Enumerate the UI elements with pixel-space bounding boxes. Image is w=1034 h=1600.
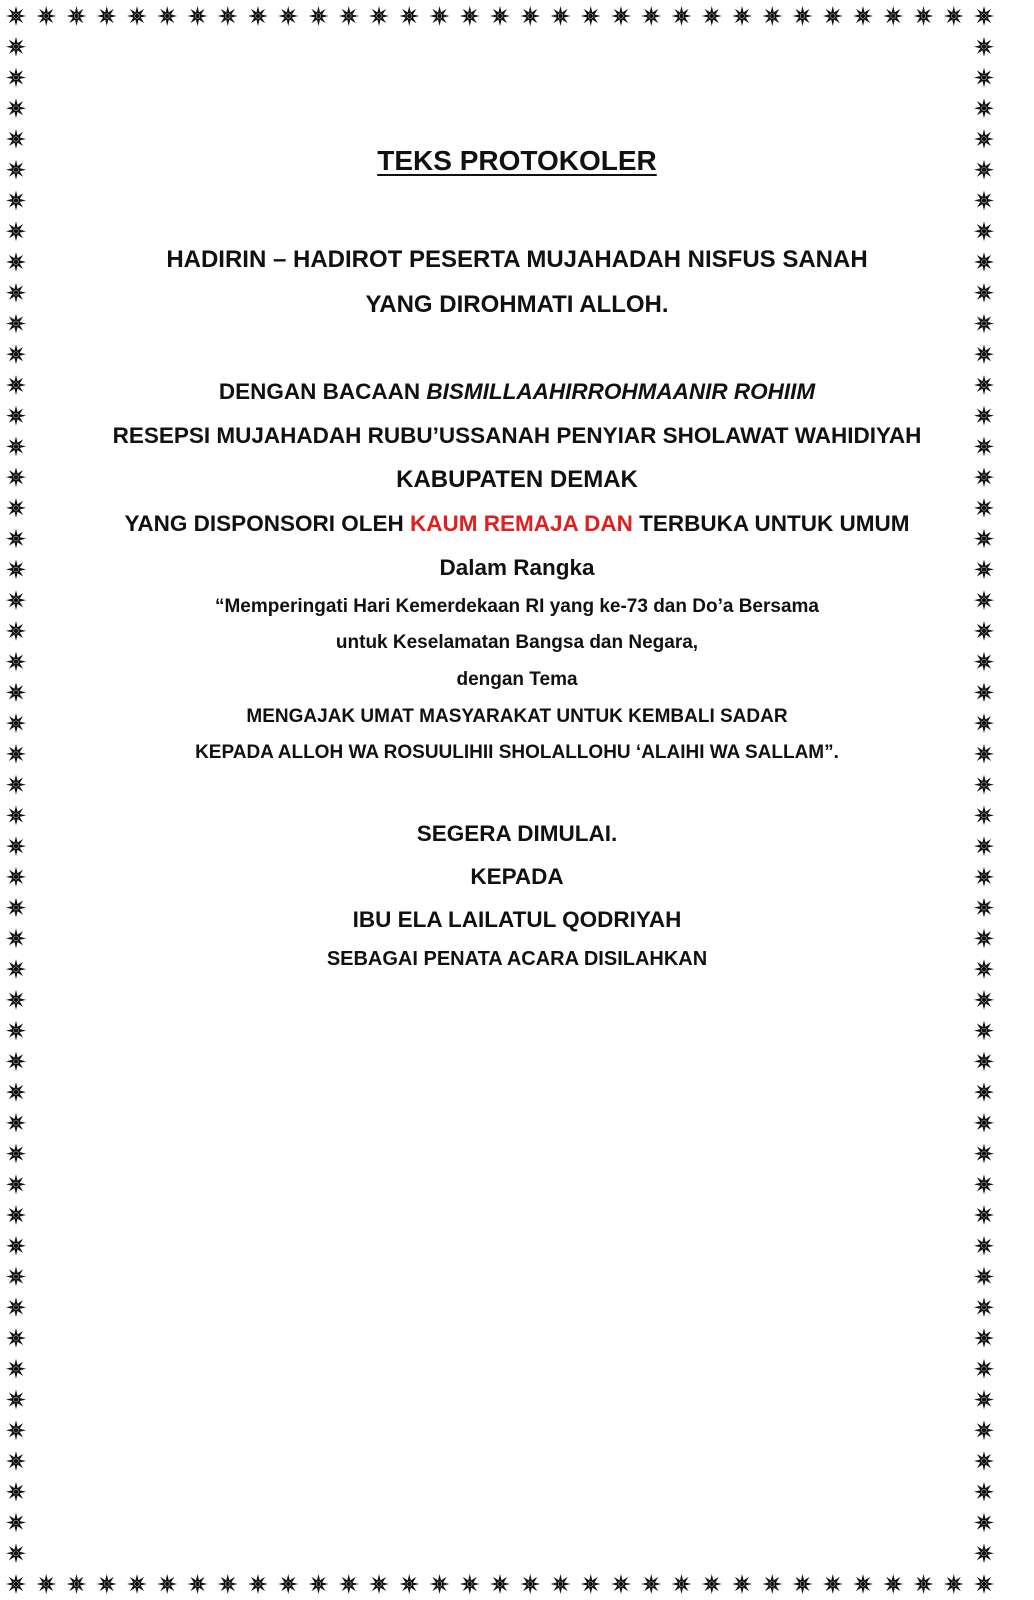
basmalah-text: BISMILLAAHIRROHMAANIR ROHIIM <box>426 379 816 404</box>
closing-line-3: IBU ELA LAILATUL QODRIYAH <box>352 907 682 932</box>
opening-line-2: RESEPSI MUJAHADAH RUBU’USSANAH PENYIAR SHOLAWAT WAHIDIYAH <box>112 423 922 448</box>
sponsor-prefix: YANG DISPONSORI OLEH <box>124 511 410 536</box>
opening-line-1 <box>0 379 1034 405</box>
theme-line-1: “Memperingati Hari Kemerdekaan RI yang ke-73 dan Do’a Bersama <box>214 596 819 617</box>
opening-line-3: KABUPATEN DEMAK <box>396 466 638 493</box>
greeting-line-2: YANG DIROHMATI ALLOH. <box>365 291 669 318</box>
theme-line-4: MENGAJAK UMAT MASYARAKAT UNTUK KEMBALI SADAR <box>246 706 788 727</box>
closing-line-4: SEBAGAI PENATA ACARA DISILAHKAN <box>326 948 708 970</box>
opening-prefix: DENGAN BACAAN <box>218 379 427 404</box>
page-title: TEKS PROTOKOLER <box>377 145 657 176</box>
in-context-line: Dalam Rangka <box>439 555 595 580</box>
sponsor-highlight: KAUM REMAJA DAN <box>409 511 633 536</box>
greeting-line-1: HADIRIN – HADIROT PESERTA MUJAHADAH NISFUS SANAH <box>166 246 868 273</box>
sponsor-line <box>0 511 1034 537</box>
theme-line-5: KEPADA ALLOH WA ROSUULIHII SHOLALLOHU ‘ALAIHI WA SALLAM”. <box>195 742 839 763</box>
theme-line-2: untuk Keselamatan Bangsa dan Negara, <box>335 632 699 653</box>
closing-line-1: SEGERA DIMULAI. <box>416 821 618 846</box>
sponsor-suffix: TERBUKA UNTUK UMUM <box>632 511 910 536</box>
closing-line-2: KEPADA <box>470 864 564 889</box>
theme-line-3: dengan Tema <box>456 669 578 690</box>
